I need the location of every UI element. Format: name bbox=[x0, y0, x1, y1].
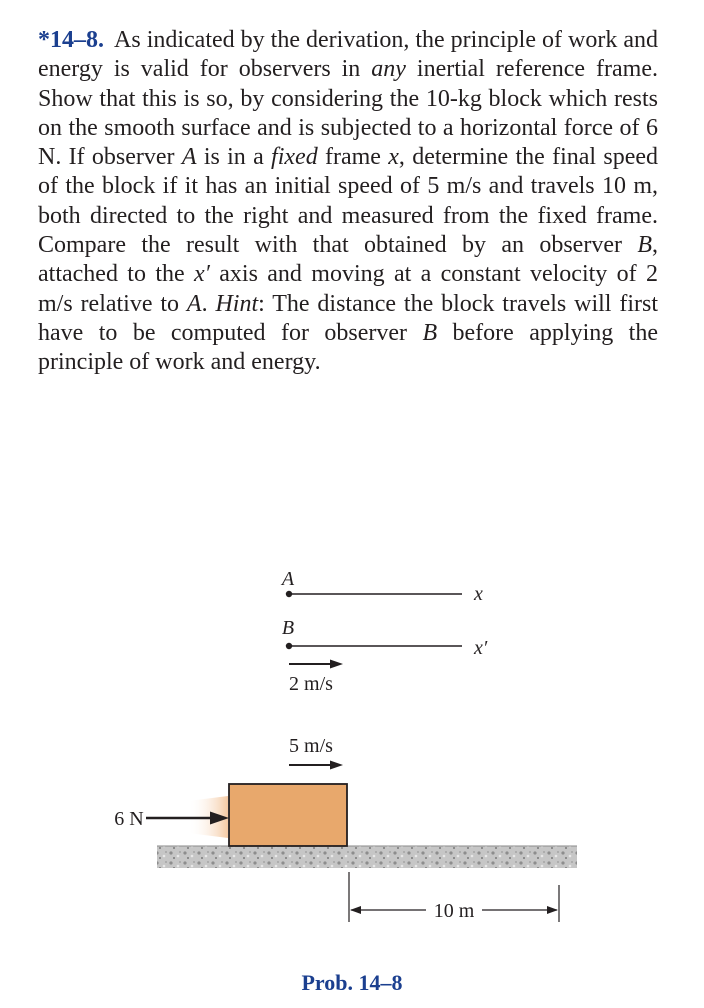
symbol-B: B bbox=[422, 319, 438, 346]
dimension-arrowhead-left bbox=[350, 906, 361, 914]
symbol-A: A bbox=[186, 290, 202, 317]
velocity-block-arrowhead bbox=[330, 761, 343, 770]
text-segment: before applying the principle of work and energy. bbox=[38, 319, 658, 376]
text-segment: : The distance the block travels will first have to be computed for observer bbox=[38, 290, 658, 346]
block bbox=[229, 784, 347, 846]
emphasis-fixed: fixed bbox=[271, 144, 318, 171]
distance-label: 10 m bbox=[433, 900, 475, 922]
force-label: 6 N bbox=[114, 808, 144, 830]
problem-number: *14–8. bbox=[38, 27, 104, 53]
text-segment: . bbox=[201, 290, 216, 317]
text-segment: axis and moving at a constant velocity of 2 m/s relative to bbox=[38, 261, 658, 317]
symbol-A: A bbox=[181, 144, 197, 171]
figure-caption: Prob. 14–8 bbox=[301, 970, 403, 995]
velocity-B-arrowhead bbox=[330, 660, 343, 669]
label-x: x bbox=[474, 583, 483, 605]
dimension-arrowhead-right bbox=[547, 906, 558, 914]
text-segment: , attached to the bbox=[38, 232, 658, 288]
symbol-B: B bbox=[637, 232, 652, 259]
label-A: A bbox=[281, 568, 295, 590]
emphasis-any: any bbox=[371, 56, 406, 83]
ground-surface bbox=[157, 846, 577, 868]
text-segment: is in a bbox=[196, 144, 272, 171]
symbol-x: x bbox=[388, 144, 399, 171]
velocity-B-label: 2 m/s bbox=[289, 673, 333, 695]
label-x-prime: x′ bbox=[474, 637, 488, 659]
label-B: B bbox=[281, 617, 295, 639]
text-segment: frame bbox=[317, 144, 389, 171]
hint-label: Hint bbox=[215, 290, 259, 317]
symbol-x-prime: x′ bbox=[194, 261, 210, 288]
velocity-block-label: 5 m/s bbox=[289, 735, 333, 757]
text-segment: , determine the final speed of the block if it has an initial speed of 5 m/s and travels 10 m, both directed to the right and measured from the fixed frame. Compare the result with that obtained by an observer bbox=[38, 144, 658, 259]
text-segment: As indicated by the derivation, the principle of work and energy is valid for observers in bbox=[38, 27, 658, 83]
text-segment: inertial reference frame. Show that this is so, by considering the 10-kg block which rests on the smooth surface and is subjected to a horizontal force of 6 N. If observer bbox=[38, 56, 658, 171]
